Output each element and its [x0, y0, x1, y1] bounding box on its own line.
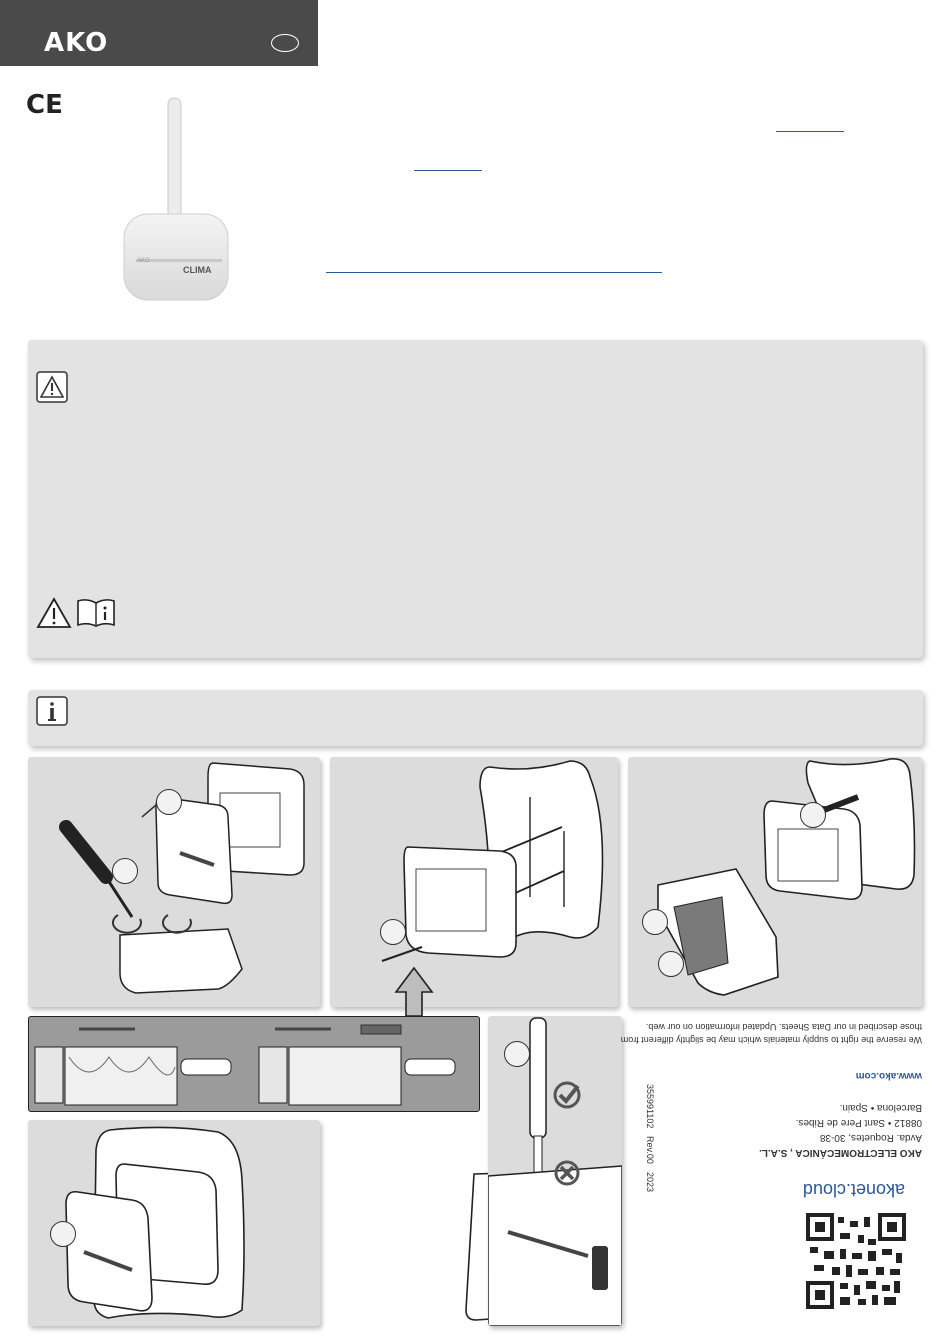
language-badge	[271, 34, 299, 52]
step-number	[504, 1041, 530, 1067]
step-number	[800, 802, 826, 828]
document-revision: Rev.00	[645, 1136, 655, 1165]
step-number	[658, 951, 684, 977]
warning-panel	[28, 340, 923, 658]
product-brand-mark: AKO	[137, 258, 150, 264]
manual-icon	[76, 598, 116, 628]
link-underline-1[interactable]	[776, 131, 844, 132]
document-code-block	[643, 1084, 655, 1193]
product-image	[118, 94, 234, 306]
wall-type-panel	[28, 1016, 480, 1112]
address-line-1: Avda. Roquetes, 30-38	[819, 1132, 922, 1143]
step-number	[380, 919, 406, 945]
qr-code[interactable]	[806, 1213, 906, 1309]
step-number	[156, 789, 182, 815]
document-code: 355991102	[645, 1084, 655, 1129]
website-link[interactable]: www.ako.com	[855, 1070, 922, 1081]
product-label: CLIMA	[183, 265, 212, 275]
figure-mount-wall	[330, 757, 618, 1007]
disclaimer-line-2: those described in our Data Sheets. Updated information on our web.	[645, 1022, 922, 1032]
warning-icon	[36, 371, 68, 403]
step-number	[642, 909, 668, 935]
info-panel	[28, 690, 923, 746]
info-icon	[36, 696, 68, 726]
address-line-3: Barcelona • Spain.	[839, 1102, 922, 1113]
arrow-up-icon	[394, 966, 434, 1018]
brand-url[interactable]: akonet.cloud	[802, 1180, 905, 1200]
link-underline-2[interactable]	[414, 170, 482, 171]
company-name: AKO ELECTROMECÁNICA , S.A.L.	[759, 1147, 922, 1158]
step-number	[50, 1221, 76, 1247]
figure-attach-cover	[28, 1120, 320, 1326]
ce-mark: CE	[26, 90, 63, 120]
ako-logo: AKO	[44, 28, 109, 58]
document-year: 2023	[645, 1172, 655, 1193]
link-underline-3[interactable]	[326, 272, 662, 273]
address-line-2: 08812 • Sant Pere de Ribes.	[795, 1117, 922, 1128]
disclaimer-line-1: We reserve the right to supply materials which may be slightly different from	[620, 1035, 922, 1045]
warning-icon	[36, 597, 72, 629]
step-number	[112, 858, 138, 884]
cross-icon	[554, 1160, 580, 1186]
check-icon	[552, 1080, 582, 1110]
